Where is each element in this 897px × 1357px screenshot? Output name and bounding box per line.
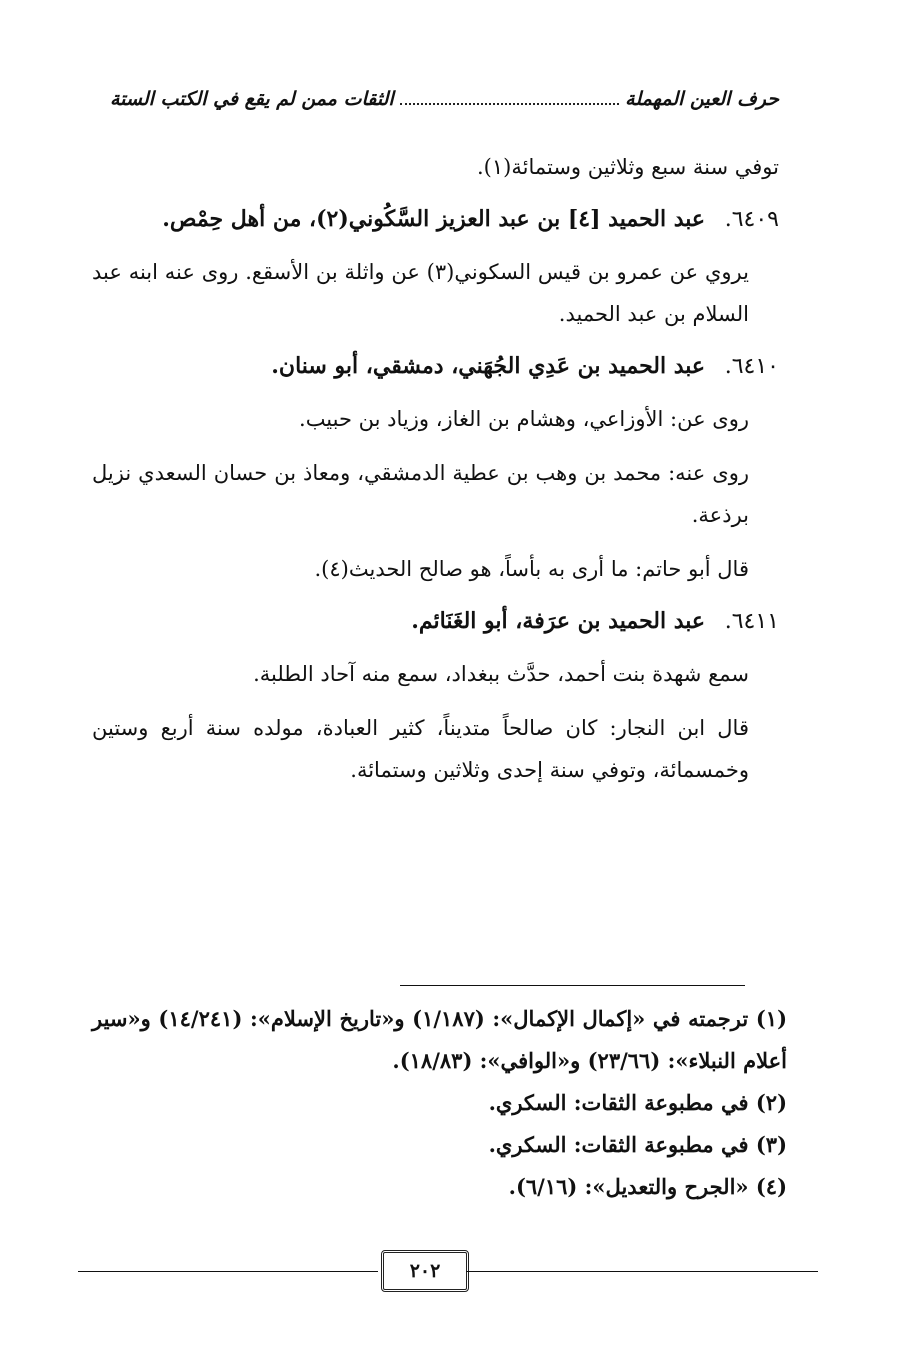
entry-paragraph: يروي عن عمرو بن قيس السكوني(٣) عن واثلة بن الأسقع. روى عنه ابنه عبد السلام بن عبد الحميد. xyxy=(92,260,749,326)
footnote-4: (٤) «الجرح والتعديل»: (٦/١٦). xyxy=(508,1174,787,1199)
entry-number: ٦٤١١. xyxy=(724,609,779,634)
entry-heading-6409 xyxy=(92,198,779,241)
footnote-1: (١) ترجمته في «إكمال الإكمال»: (١/١٨٧) و«تاريخ الإسلام»: (١٤/٢٤١) و«سير أعلام النبلاء»: (٢٣/٦٦) و«الوافي»: (١٨/٨٣). xyxy=(92,1006,788,1073)
header-chapter: حرف العين المهملة xyxy=(625,88,779,110)
footnotes xyxy=(92,998,787,1208)
header-dots xyxy=(400,103,619,105)
header-book-title: الثقات ممن لم يقع في الكتب الستة xyxy=(110,88,394,110)
entry-heading-6411 xyxy=(92,600,779,643)
running-header xyxy=(110,88,779,110)
entry-paragraph: روى عنه: محمد بن وهب بن عطية الدمشقي، ومعاذ بن حسان السعدي نزيل برذعة. xyxy=(92,461,749,527)
footnote-2: (٢) في مطبوعة الثقات: السكري. xyxy=(488,1090,787,1115)
entry-title: عبد الحميد بن عَدِي الجُهَني، دمشقي، أبو سنان. xyxy=(271,353,706,379)
footer-rule-right xyxy=(466,1271,818,1272)
entry-paragraph: سمع شهدة بنت أحمد، حدَّث ببغداد، سمع منه آحاد الطلبة. xyxy=(253,662,749,686)
intro-line: توفي سنة سبع وثلاثين وستمائة(١). xyxy=(477,155,779,179)
entry-title: عبد الحميد [٤] بن عبد العزيز السَّكُوني(٢)، من أهل حِمْص. xyxy=(162,206,706,232)
entry-number: ٦٤٠٩. xyxy=(724,207,779,232)
footnote-divider xyxy=(400,985,745,986)
entry-title: عبد الحميد بن عرَفة، أبو الغَنَائم. xyxy=(411,608,706,634)
footer-rule-left xyxy=(78,1271,378,1272)
main-text xyxy=(92,146,779,791)
entry-number: ٦٤١٠. xyxy=(724,354,779,379)
page-number: ٢٠٢ xyxy=(381,1250,469,1292)
footnote-3: (٣) في مطبوعة الثقات: السكري. xyxy=(488,1132,787,1157)
entry-paragraph: قال أبو حاتم: ما أرى به بأساً، هو صالح الحديث(٤). xyxy=(314,557,749,581)
page-footer xyxy=(78,1262,818,1282)
entry-paragraph: روى عن: الأوزاعي، وهشام بن الغاز، وزياد بن حبيب. xyxy=(299,407,749,431)
entry-paragraph: قال ابن النجار: كان صالحاً متديناً، كثير العبادة، مولده سنة أربع وستين وخمسمائة، وتوفي سنة إحدى وثلاثين وستمائة. xyxy=(92,716,749,782)
entry-heading-6410 xyxy=(92,345,779,388)
